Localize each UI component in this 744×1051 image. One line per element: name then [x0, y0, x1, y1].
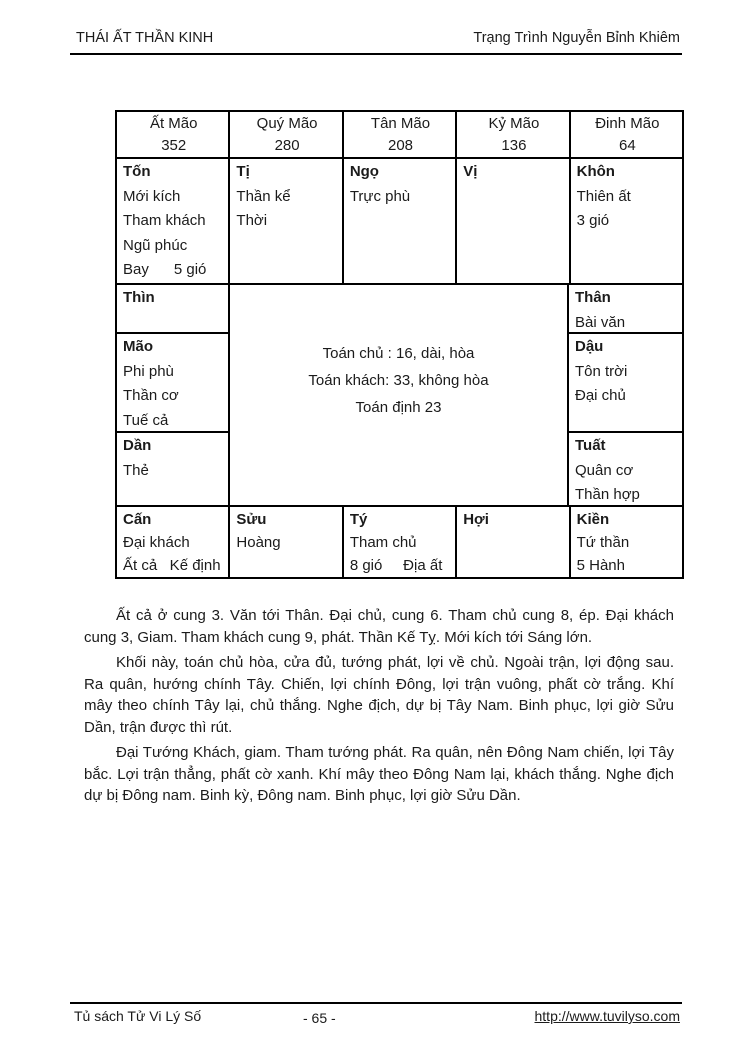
palace-line: Quân cơ — [575, 461, 634, 479]
right-palace-column — [569, 285, 682, 505]
thai-at-destiny-chart — [115, 110, 684, 579]
header-author: Trạng Trình Nguyễn Bỉnh Khiêm — [473, 30, 680, 46]
palace-line: Thẻ — [123, 461, 149, 479]
cell-thin — [117, 285, 228, 334]
year-name: Kỷ Mão — [488, 115, 540, 132]
palace-line: Thời — [236, 212, 268, 229]
year-header-row — [117, 112, 682, 159]
year-number: 280 — [274, 137, 300, 154]
palace-line: Thần hợp — [575, 486, 640, 503]
cell-khon — [571, 159, 682, 283]
palace-line: Hoàng — [236, 534, 281, 551]
palace-line: Đại khách — [123, 534, 190, 551]
palace-label: Hợi — [463, 511, 489, 528]
palace-label: Thân — [575, 289, 611, 306]
page-header — [70, 30, 682, 55]
palace-label: Sửu — [236, 511, 267, 528]
palace-label: Tốn — [123, 163, 151, 180]
palace-line: 3 gió — [576, 212, 610, 229]
toan-khach-line: Toán khách: 33, không hòa — [308, 371, 489, 389]
page-footer — [70, 1002, 682, 1024]
palace-label: Kiền — [576, 511, 610, 528]
year-number: 352 — [161, 137, 187, 154]
footer-website-link[interactable]: http://www.tuvilyso.com — [534, 1008, 680, 1024]
palace-line: Thần cơ — [123, 387, 179, 404]
upper-palace-row — [117, 159, 682, 285]
page-number: - 65 - — [303, 1010, 336, 1026]
toan-dinh-line: Toán định 23 — [355, 398, 442, 416]
cell-dau — [569, 334, 682, 433]
palace-label: Mão — [123, 338, 153, 355]
year-name: Tân Mão — [370, 115, 431, 132]
palace-label: Dần — [123, 437, 152, 454]
cell-ky-mao — [457, 112, 570, 157]
cell-can — [117, 507, 230, 577]
palace-line: Trực phù — [349, 187, 411, 205]
cell-suu — [230, 507, 343, 577]
palace-line: 5 Hành — [576, 557, 625, 574]
paragraph-3: Đại Tướng Khách, giam. Tham tướng phát. Ra quân, nên Đông Nam chiến, lợi Tây bắc. Lợi trận thẳng, phất cờ xanh. Khí mây theo Đông Nam lại, khách thắng. Nghe địch dự bị Đông nam. Binh kỳ, Đông nam. Binh phục, lợi giờ Sửu Dần. — [84, 744, 674, 804]
year-number: 64 — [618, 137, 636, 154]
palace-label: Tý — [349, 511, 368, 528]
cell-mao — [117, 334, 228, 433]
cell-vi — [457, 159, 570, 283]
lower-palace-row — [117, 507, 682, 577]
palace-line: Ất cả Kế định — [123, 557, 221, 574]
year-name: Quý Mão — [256, 115, 318, 132]
cell-at-mao — [117, 112, 230, 157]
toan-chu-line: Toán chủ : 16, dài, hòa — [322, 344, 475, 362]
year-name: Đinh Mão — [595, 115, 660, 132]
cell-tuat — [569, 433, 682, 505]
palace-label: Cấn — [123, 511, 152, 528]
palace-label: Tị — [236, 163, 250, 180]
paragraph-1: Ất cả ở cung 3. Văn tới Thân. Đại chủ, cung 6. Tham chủ cung 8, ép. Đại khách cung 3, Giam. Tham khách cung 9, phát. Thần Kế Tỵ. Mới kích tới Sáng lớn. — [84, 607, 674, 646]
palace-label: Tuất — [575, 437, 606, 454]
cell-tan-mao — [344, 112, 457, 157]
cell-kien — [571, 507, 682, 577]
cell-ty — [344, 507, 457, 577]
palace-line: Thiên ất — [576, 187, 631, 205]
year-number: 136 — [501, 137, 527, 154]
paragraph-2: Khối này, toán chủ hòa, cửa đủ, tướng phát, lợi về chủ. Ngoài trận, lợi động sau. Ra quân, hướng chính Tây. Chiến, lợi chính Đông, lợi trận vuông, phất cờ trắng. Khí mây theo chính Tây lại, chủ thắng. Nghe địch, dự bị Tây Nam. Binh phục, lợi giờ Sửu Dần, trận được thì rút. — [84, 654, 674, 736]
header-book-title: THÁI ẤT THẦN KINH — [76, 30, 214, 46]
footer-series-title: Tủ sách Tử Vi Lý Số — [74, 1008, 202, 1024]
cell-quy-mao — [230, 112, 343, 157]
palace-line: 8 gió Địa ất — [349, 557, 443, 574]
cell-ton — [117, 159, 230, 283]
palace-line: Tham khách — [123, 212, 206, 229]
palace-line: Bài văn — [575, 313, 626, 331]
palace-line: Ngũ phúc — [123, 236, 188, 254]
year-number: 208 — [388, 137, 414, 154]
cell-than — [569, 285, 682, 334]
center-calculation-summary — [230, 285, 569, 505]
middle-section — [117, 285, 682, 507]
palace-line: Đại chủ — [575, 387, 626, 404]
cell-dan — [117, 433, 228, 505]
palace-label: Vị — [463, 163, 478, 180]
palace-label: Dậu — [575, 338, 604, 355]
palace-label: Ngọ — [349, 163, 379, 180]
palace-label: Thìn — [123, 289, 155, 306]
palace-line: Tuế cả — [123, 411, 169, 429]
palace-line: Phi phù — [123, 362, 174, 380]
palace-line: Bay 5 gió — [123, 261, 207, 278]
palace-line: Tứ thần — [576, 534, 630, 551]
left-palace-column — [117, 285, 230, 505]
palace-line: Mới kích — [123, 187, 181, 205]
year-name: Ất Mão — [149, 115, 198, 132]
cell-hoi — [457, 507, 570, 577]
palace-line: Tham chủ — [349, 534, 417, 551]
commentary-text — [84, 605, 674, 811]
cell-ti — [230, 159, 343, 283]
palace-label: Khôn — [576, 163, 615, 180]
cell-dinh-mao — [571, 112, 682, 157]
palace-line: Thần kể — [236, 187, 291, 205]
palace-line: Tôn trời — [575, 362, 628, 380]
cell-ngo — [344, 159, 457, 283]
